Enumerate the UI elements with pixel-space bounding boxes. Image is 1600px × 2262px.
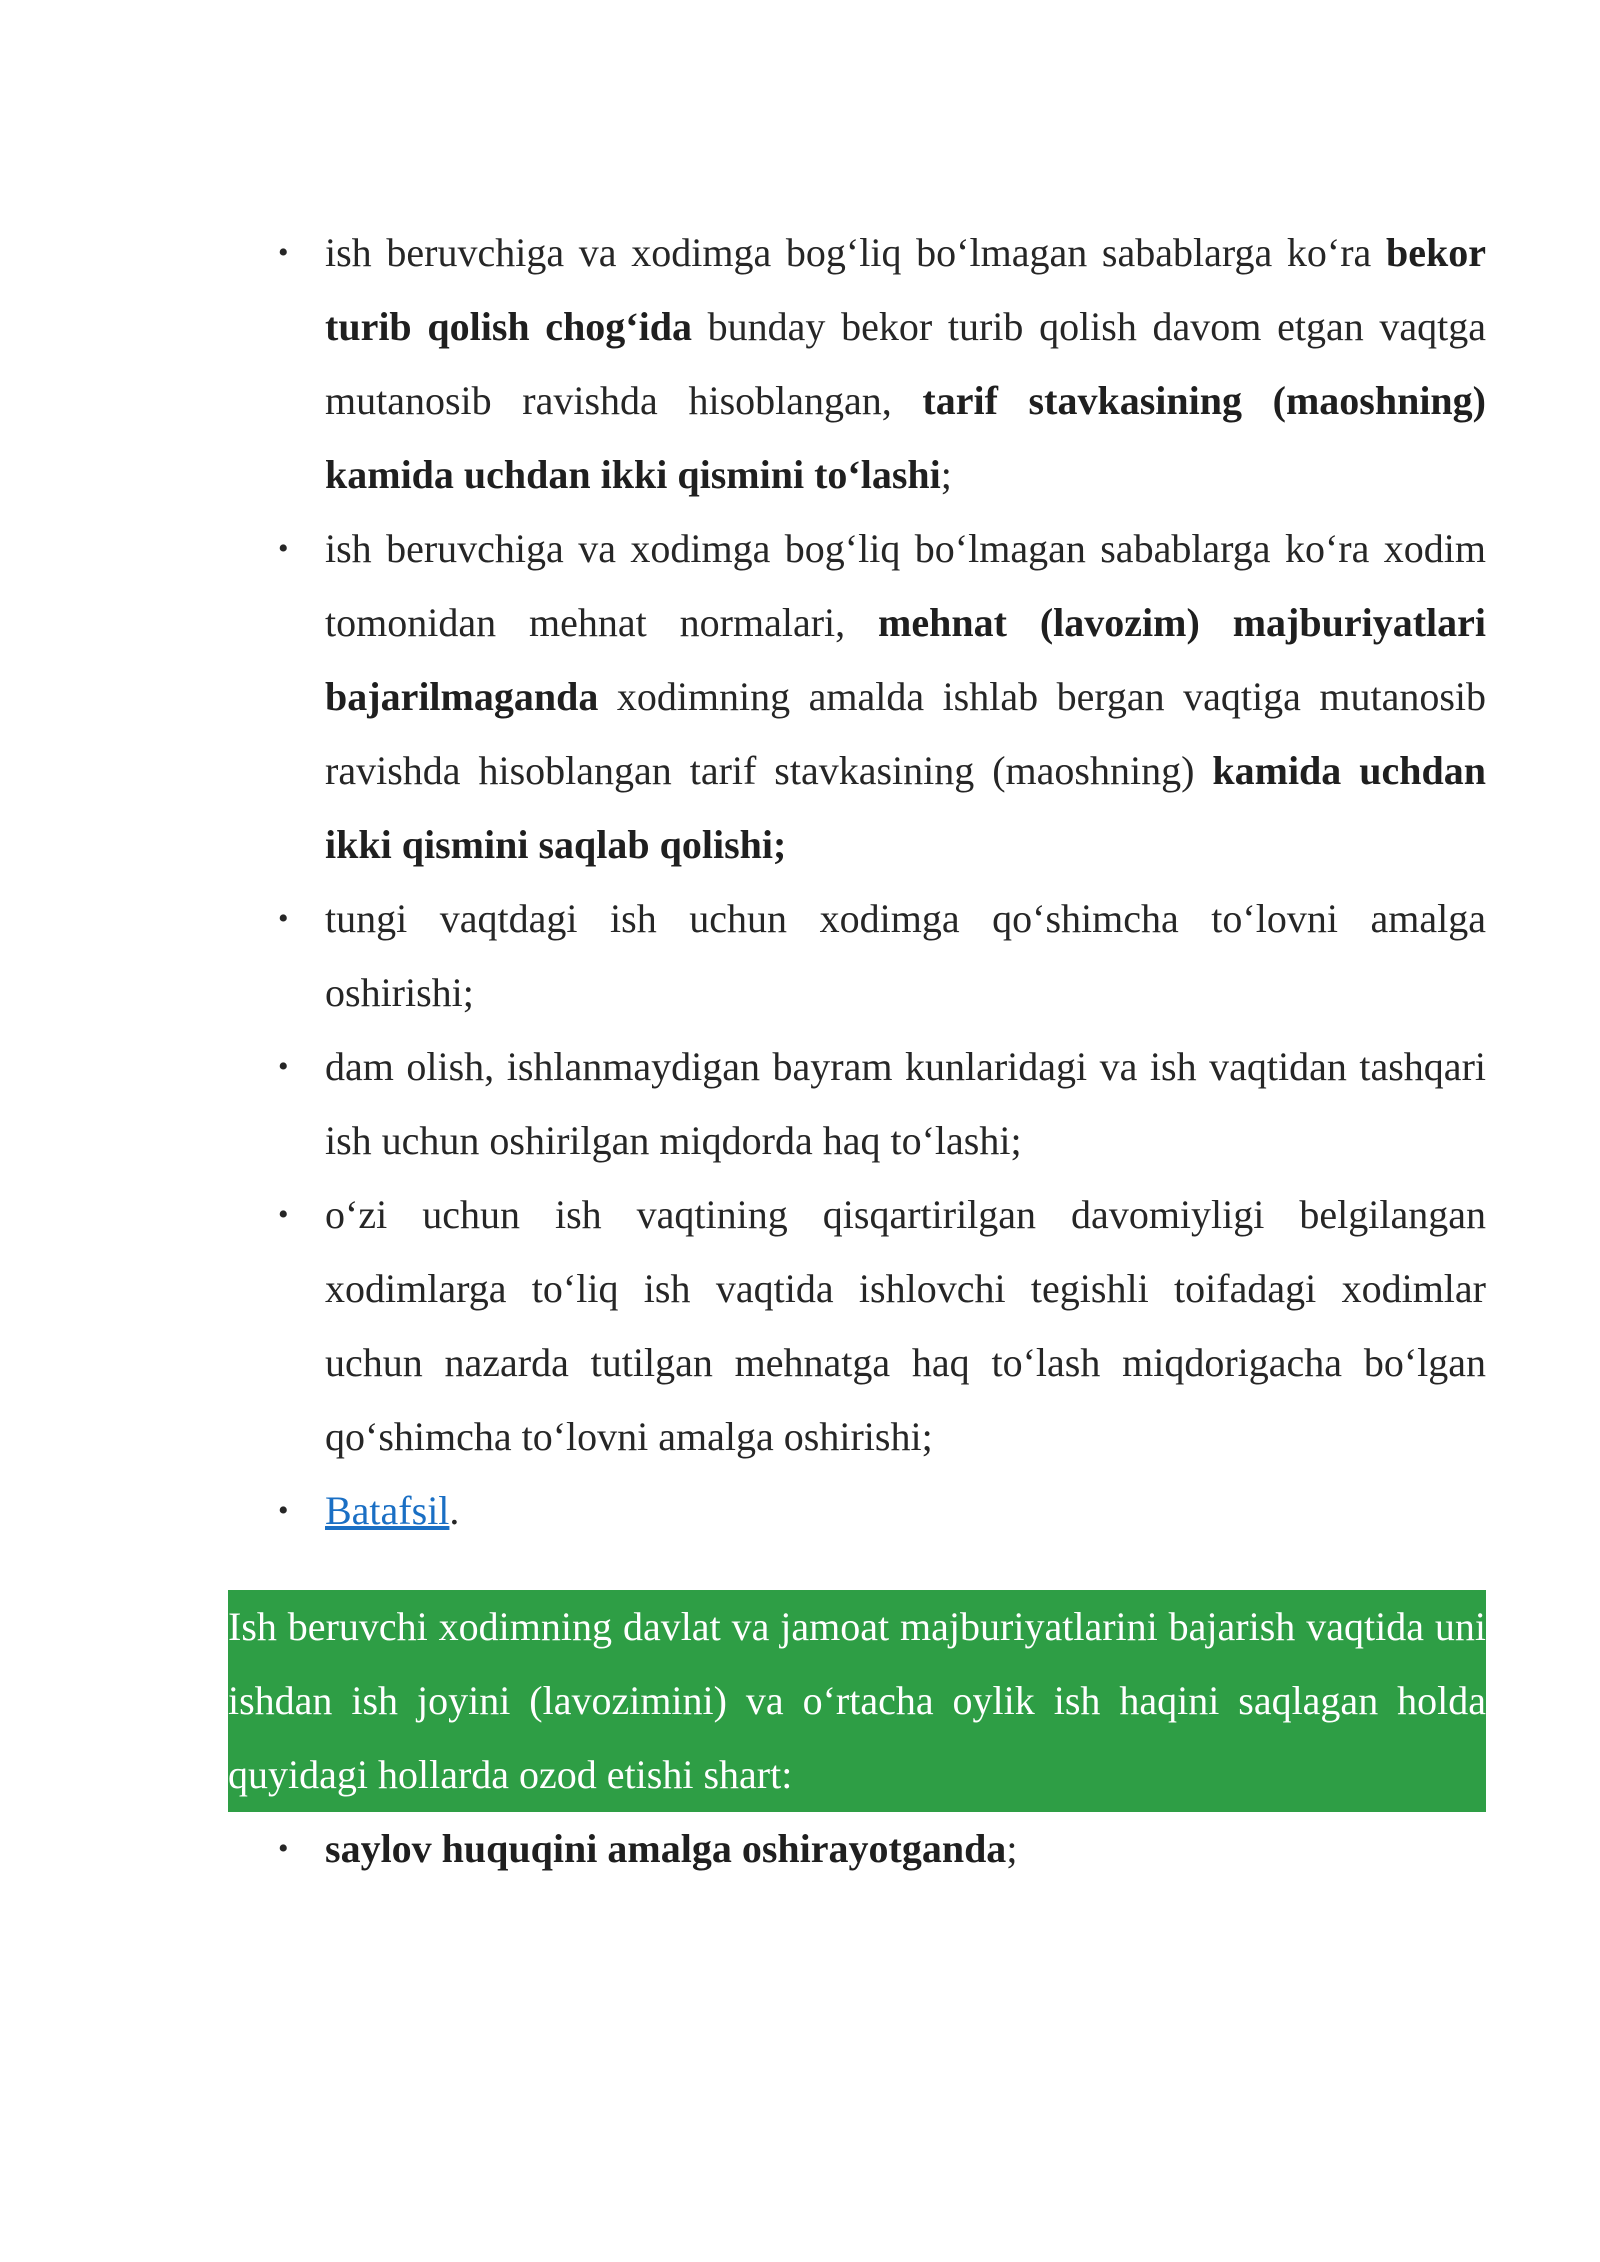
bullet-icon: • (278, 1832, 289, 1865)
list-item (228, 1812, 1486, 1886)
list-item-bold-text: tarif stavkasining (maoshning) kamida uchdan ikki qismini to‘lashi (325, 378, 1486, 497)
bullet-icon: • (278, 1198, 289, 1231)
list-item-text: xodimning amalda ishlab bergan vaqtiga mutanosib ravishda hisoblangan tarif stavkasining (maoshning) (325, 674, 1486, 793)
list-item-bold-text: mehnat (lavozim) majburiyatlari bajarilmaganda (325, 600, 1486, 719)
bullet-icon: • (278, 1050, 289, 1083)
list-item-text: ish beruvchiga va xodimga bog‘liq bo‘lmagan sabablarga ko‘ra xodim tomonidan mehnat normalari, (325, 526, 1486, 645)
list-item-text: tungi vaqtdagi ish uchun xodimga qo‘shimcha to‘lovni amalga oshirishi; (325, 896, 1486, 1015)
list-item-text: ; (1006, 1826, 1018, 1871)
bullet-icon: • (278, 1494, 289, 1527)
list-item (228, 512, 1486, 882)
list-item (228, 1178, 1486, 1474)
bullet-list-payments (228, 216, 1486, 1548)
list-item (228, 216, 1486, 512)
list-item-bold-text: bekor turib qolish chog‘ida (325, 230, 1486, 349)
list-item-bold-text: kamida uchdan ikki qismini saqlab qolishi; (325, 748, 1486, 867)
list-item-text: ish beruvchiga va xodimga bog‘liq bo‘lmagan sabablarga ko‘ra (325, 230, 1386, 275)
list-item (228, 1474, 1486, 1548)
batafsil-link[interactable]: Batafsil (325, 1488, 450, 1533)
list-item (228, 882, 1486, 1030)
document-content (228, 216, 1486, 1886)
list-item (228, 1030, 1486, 1178)
bullet-icon: • (278, 902, 289, 935)
bullet-list-exemptions (228, 1812, 1486, 1886)
bullet-icon: • (278, 236, 289, 269)
list-item-text: o‘zi uchun ish vaqtining qisqartirilgan davomiyligi belgilangan xodimlarga to‘liq ish vaqtida ishlovchi tegishli toifadagi xodimlar uchun nazarda tutilgan mehnatga haq to‘lash miqdorigacha bo‘lgan qo‘shimcha to‘lovni amalga oshirishi; (325, 1192, 1486, 1459)
bullet-icon: • (278, 532, 289, 565)
list-item-text: dam olish, ishlanmaydigan bayram kunlaridagi va ish vaqtidan tashqari ish uchun oshirilgan miqdorda haq to‘lashi; (325, 1044, 1486, 1163)
highlighted-paragraph (228, 1590, 1486, 1812)
list-item-bold-text: saylov huquqini amalga oshirayotganda (325, 1826, 1007, 1871)
list-item-text: . (449, 1488, 460, 1533)
highlighted-paragraph-text: Ish beruvchi xodimning davlat va jamoat majburiyatlarini bajarish vaqtida uni ishdan ish joyini (lavozimini) va o‘rtacha oylik ish haqini saqlagan holda quyidagi hollarda ozod etishi shart: (228, 1604, 1486, 1797)
list-item-text: bunday bekor turib qolish davom etgan vaqtga mutanosib ravishda hisoblangan, (325, 304, 1486, 423)
list-item-text: ; (940, 452, 952, 497)
